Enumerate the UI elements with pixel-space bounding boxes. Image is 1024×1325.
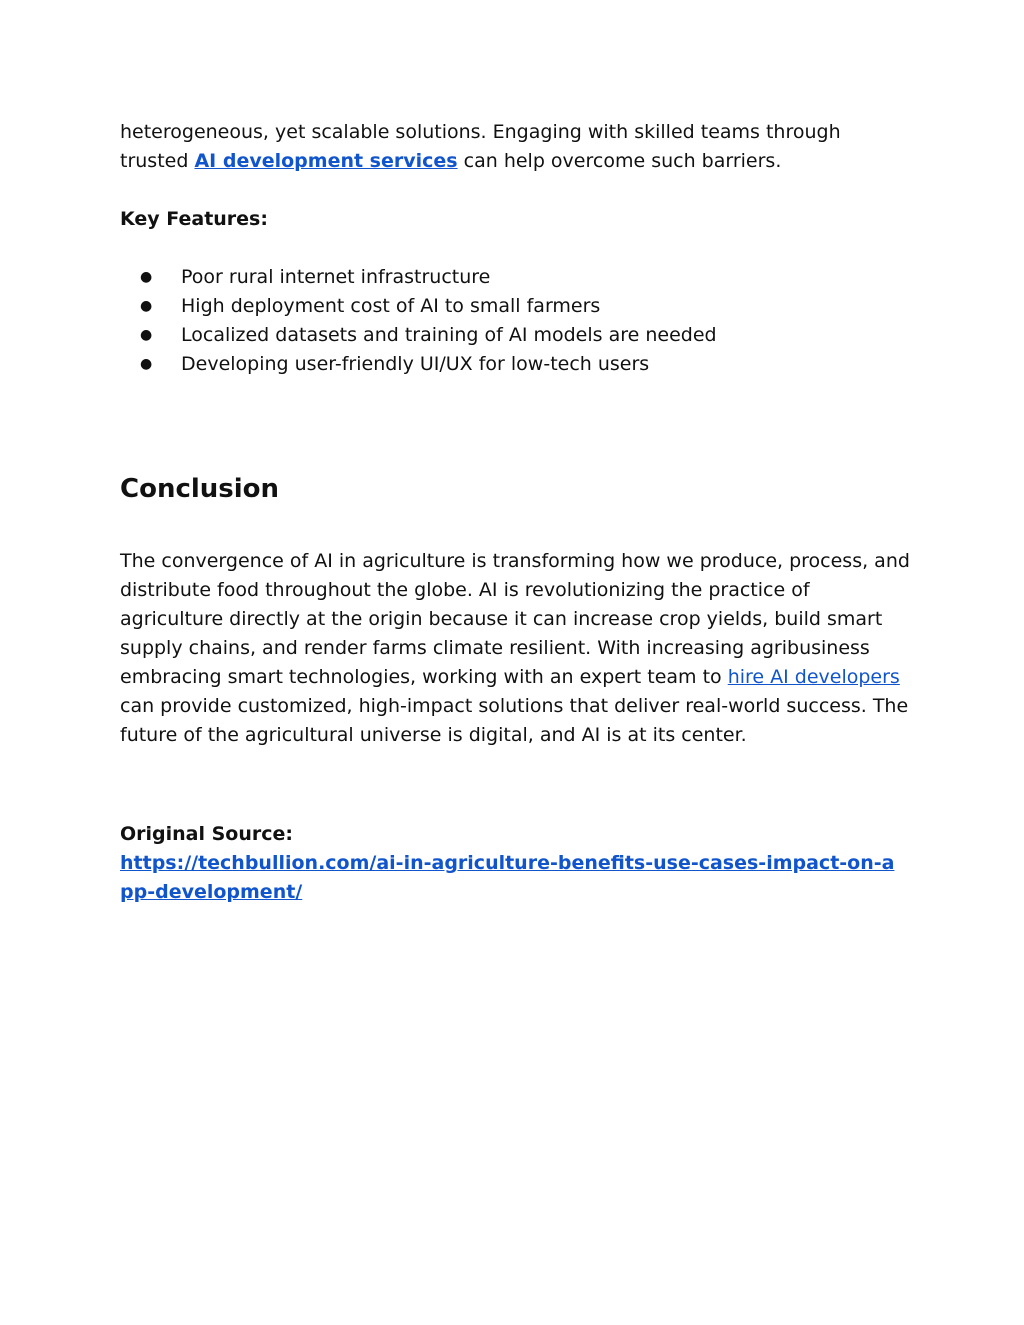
bullet-icon: ● [140,356,153,372]
list-item-text: Developing user-friendly UI/UX for low-tech users [181,353,650,375]
conclusion-text-before: The convergence of AI in agriculture is transforming how we produce, process, and distribute food throughout the globe. AI is revolutionizing the practice of agriculture directly at the origin because it can increase crop yields, build smart supply chains, and render farms climate resilient. With increasing agribusiness embracing smart technologies, working with an expert team to [120,550,910,688]
intro-text-after: can help overcome such barriers. [457,150,782,172]
hire-ai-developers-link[interactable]: hire AI developers [727,666,900,688]
bullet-icon: ● [140,327,153,343]
intro-text-before: heterogeneous, yet scalable solutions. Engaging with skilled teams through trusted [120,121,841,172]
original-source-link[interactable]: https://techbullion.com/ai-in-agriculture-benefits-use-cases-impact-on-app-development/ [120,852,895,903]
key-features-label: Key Features: [120,208,268,230]
list-item [120,292,910,321]
list-item-text: Poor rural internet infrastructure [181,266,491,288]
bullet-icon: ● [140,298,153,314]
original-source-label: Original Source: [120,823,294,845]
list-item-text: High deployment cost of AI to small farmers [181,295,601,317]
intro-paragraph [120,118,910,176]
bullet-icon: ● [140,269,153,285]
list-item [120,321,910,350]
conclusion-heading: Conclusion [120,474,280,504]
key-features-list [120,263,910,379]
conclusion-paragraph [120,547,910,750]
document-page [120,118,910,907]
list-item [120,350,910,379]
conclusion-text-after: can provide customized, high-impact solutions that deliver real-world success. The future of the agricultural universe is digital, and AI is at its center. [120,695,909,746]
list-item-text: Localized datasets and training of AI models are needed [181,324,717,346]
list-item [120,263,910,292]
ai-development-services-link[interactable]: AI development services [194,150,458,172]
